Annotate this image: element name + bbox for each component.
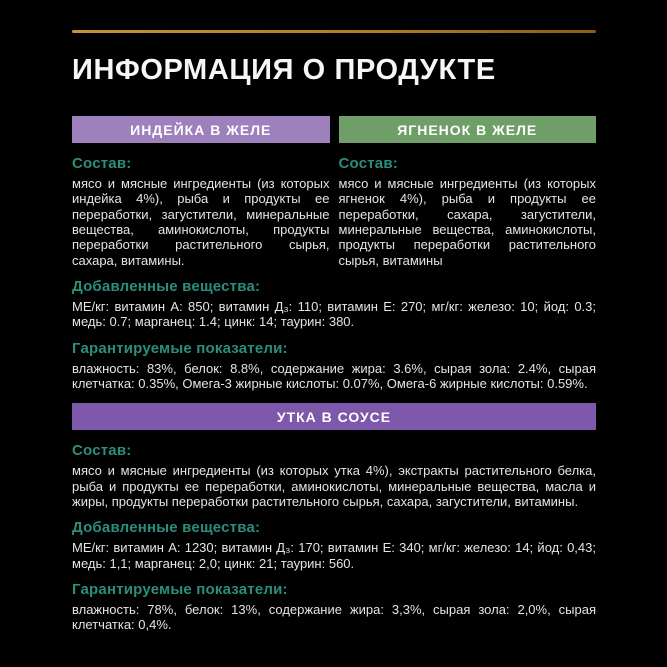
product-section-turkey-in-jelly: [72, 116, 330, 268]
product-title-badge-turkey: ИНДЕЙКА В ЖЕЛЕ: [72, 116, 330, 143]
guaranteed-text-duck: влажность: 78%, белок: 13%, содержание жира: 3,3%, сырая зола: 2,0%, сырая клетчатка: 0,4%.: [72, 601, 596, 633]
guaranteed-heading: Гарантируемые показатели:: [72, 580, 288, 598]
composition-heading: Состав:: [72, 155, 132, 172]
guaranteed-text-jelly: влажность: 83%, белок: 8.8%, содержание жира: 3.6%, сырая зола: 2.4%, сырая клетчатка: 0.35%, Омега-3 жирные кислоты: 0.07%, Омега-6 жирные кислоты: 0.59%.: [72, 360, 596, 391]
jelly-products-columns: [72, 116, 596, 268]
composition-text-lamb: мясо и мясные ингредиенты (из которых ягненок 4%), рыба и продукты ее переработки, сахара, загустители, минеральные вещества, аминокислоты, продукты переработки растительного сырья, витамины: [338, 176, 596, 268]
additives-text-jelly: МЕ/кг: витамин А: 850; витамин Д₃: 110; витамин Е: 270; мг/кг: железо: 10; йод: 0.3; медь: 0.7; марганец: 1.4; цинк: 14; таурин: 380.: [72, 298, 596, 330]
product-section-lamb-in-jelly: [339, 116, 597, 268]
page-title: ИНФОРМАЦИЯ О ПРОДУКТЕ: [72, 54, 496, 86]
additives-text-duck: МЕ/кг: витамин А: 1230; витамин Д₃: 170; витамин Е: 340; мг/кг: железо: 14; йод: 0,43; медь: 1,1; марганец: 2,0; цинк: 21; таурин: 560.: [72, 540, 596, 571]
composition-text-duck: мясо и мясные ингредиенты (из которых утка 4%), экстракты растительного белка, рыба и продукты ее переработки, аминокислоты, минеральные вещества, масла и жиры, продукты переработки растительного сырья, сахара, загустители, витамины.: [72, 463, 596, 509]
additives-heading: Добавленные вещества:: [72, 277, 261, 295]
product-title-badge-duck: УТКА В СОУСЕ: [72, 403, 596, 430]
guaranteed-heading: Гарантируемые показатели:: [72, 339, 288, 357]
composition-heading: Состав:: [72, 442, 132, 460]
composition-heading: Состав:: [338, 155, 398, 172]
product-title-badge-lamb: ЯГНЕНОК В ЖЕЛЕ: [339, 116, 597, 143]
additives-heading: Добавленные вещества:: [72, 519, 261, 537]
gold-divider: [72, 30, 596, 33]
composition-text-turkey: мясо и мясные ингредиенты (из которых индейка 4%), рыба и продукты ее переработки, загустители, минеральные вещества, аминокислоты, продукты переработки растительного сырья, сахара, витамины.: [72, 176, 330, 268]
